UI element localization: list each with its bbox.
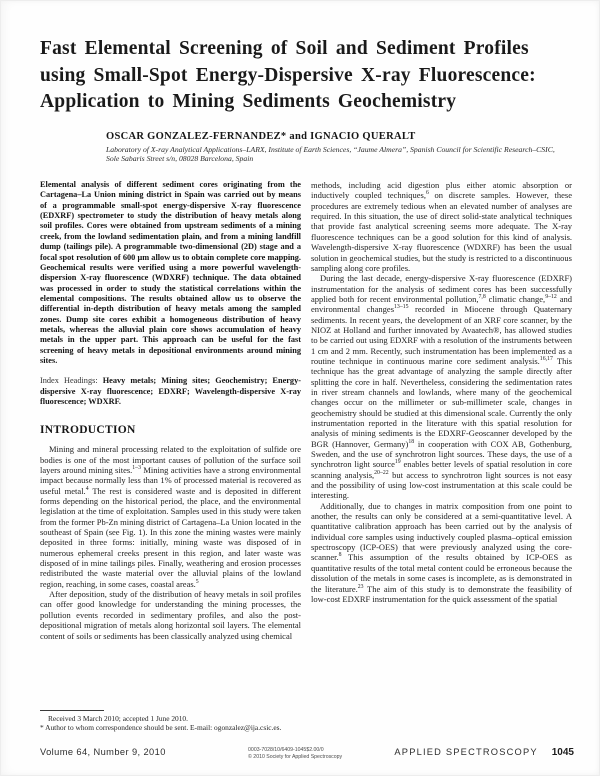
footnote-block: [40, 706, 301, 732]
footer-page-number: 1045: [551, 747, 574, 759]
footer-journal-name: APPLIED SPECTROSCOPY: [394, 747, 538, 758]
footer-journal-block: [394, 747, 574, 758]
article-title-line-1: Fast Elemental Screening of Soil and Sediment Profiles: [40, 38, 529, 59]
left-column: [40, 180, 301, 732]
intro-paragraph-2: After deposition, study of the distribution of heavy metals in soil profiles can offer good knowledge for understanding the mining processes, the pollution events recorded in sedimentary profiles, and also the post-depositional migration of metals along horizontal soil layers. The elemental content of soils or sediments has been classically analyzed using chemical: [40, 589, 301, 641]
affiliation-line-2: Sole Sabaris Street s/n, 08028 Barcelona, Spain: [106, 154, 254, 164]
article-title: [40, 36, 572, 116]
abstract-text: Elemental analysis of different sediment cores originating from the Cartagena–La Union mining district in Spain was carried out by means of a programmable small-spot energy-dispersive X-ray fluorescence (EDXRF) spectrometer to study the distribution of heavy metals along soil profiles. Cores were obtained from upstream sediments of a mining creek, from the lowland sedimentation plain, and from a mining landfill dump (tailings pile). A programmable two-dimensional (2D) stage and a focal spot resolution of 600 μm allow us to obtain complete core mapping. Geochemical results were verified using a more powerful wavelength-dispersion X-ray fluorescence (WDXRF) technique. The data obtained was processed in order to study the statistical correlations within the elemental compositions. The results obtained allow us to observe the differential in-depth distribution of heavy metals among the sampled zones. Dump site cores exhibit a homogeneous distribution of heavy metals, whereas the alluvial plain core shows accumulation of heavy metals in the upper part. This approach can be useful for the fast screening of heavy metals in depositional environments around mining sites.: [40, 180, 301, 365]
intro-paragraph-3: methods, including acid digestion plus either atomic absorption or inductively coupled techniques,$^6$ on discrete samples. However, these procedures are extremely tedious when an elevated number of analyses are required. In this situation, the use of direct solid-state analytical techniques that provide fast analytical screening seems more adequate. The X-ray fluorescence techniques can be a good solution for this kind of analysis. Wavelength-dispersive X-ray fluorescence (WDXRF) has been the usual solution in geochemical studies, but the study is restricted to a discontinuous sampling along core profiles.: [311, 180, 573, 273]
intro-paragraph-5: Additionally, due to changes in matrix composition from one point to another, the results can only be considered at a semi-quantitative level. A quantitative calibration approach has been carried out by the analysis of individual core samples using inductively coupled plasma–optical emission spectroscopy (ICP-OES) that were previously analyzed using the core-scanner.$^8$ This assumption of the results obtained by ICP-OES as quantitative results of the total metal content could be erroneous because the dissolution of the metals in some cases is incomplete, as is demonstrated in the literature.$^{23}$ The aim of this study is to demonstrate the feasibility of low-cost EDXRF instrumentation for the quick assessment of the spatial: [311, 500, 572, 604]
footnote-rule: [40, 710, 104, 711]
footnote-received: Received 3 March 2010; accepted 1 June 2010.: [48, 713, 188, 723]
index-headings: [40, 376, 301, 407]
footer-volume-line: Volume 64, Number 9, 2010: [40, 747, 166, 758]
footnote-correspondence: * Author to whom correspondence should be sent. E-mail: ogonzalez@ija.csic.es.: [40, 722, 282, 732]
section-heading-introduction: INTRODUCTION: [40, 424, 136, 437]
affiliation: [106, 145, 572, 165]
affiliation-line-1: Laboratory of X-ray Analytical Applications–LARX, Institute of Earth Sciences, “Jaume Almera”, Spanish Council for Scientific Research–CSIC,: [106, 144, 555, 154]
article-title-line-2: using Small-Spot Energy-Dispersive X-ray Fluorescence:: [40, 64, 536, 86]
article-title-line-3: Application to Mining Sediments Geochemistry: [40, 91, 457, 112]
right-column: [311, 180, 572, 732]
two-column-body: [40, 180, 572, 732]
title-block: [40, 36, 572, 164]
index-headings-label: Index Headings:: [40, 376, 98, 386]
index-headings-terms: Heavy metals; Mining sites; Geochemistry; Energy-dispersive X-ray fluorescence; EDXRF; Wavelength-dispersive X-ray fluorescence; WDXRF.: [40, 376, 301, 406]
authors-line: OSCAR GONZALEZ-FERNANDEZ* and IGNACIO QUERALT: [106, 130, 416, 142]
intro-paragraph-1: Mining and mineral processing related to the exploitation of sulfide ore bodies is one of the most important causes of pollution of the surface soil layers around mining sites.$^{1-3}$ Mining activities have a strong environmental impact because normally less than 1% of processed material is recovered as useful metal.$^4$ The rest is considered waste and is deposited in different forms depending on the historical period, the place, and the environmental legislation at the time of exploitation. Samples used in this study were taken from the former Pb-Zn mining district of Cartagena–La Union located in the southeast of Spain (see Fig. 1). In this zone the mining wastes were mainly deposited in three forms: initially, mining waste was disposed of in numerous ephemeral creeks present in this region, and later waste was disposed of in mine tailings piles. Finally, weathering and erosion processes redistributed the waste material over the alluvial plains of the lowland region, reaching, in some cases, coastal areas.$^5$: [40, 444, 301, 589]
byline: [106, 131, 572, 165]
footer-issn-line: 0003-7028/10/6409-1045$2.00/0: [248, 747, 324, 754]
footer-copyright-block: [248, 747, 342, 760]
footer-copyright-line: © 2010 Society for Applied Spectroscopy: [248, 753, 343, 760]
intro-paragraph-4: During the last decade, energy-dispersive X-ray fluorescence (EDXRF) instrumentation for the analysis of sediment cores has been successfully applied both for recent environmental pollution,$^{7,8}$ climatic change,$^{9-12}$ and environmental changes$^{13-15}$ recorded in Miocene through Quaternary sediments. In recent years, the development of an XRF core scanner, by the NIOZ at Holland and further innovated by Avaatech®, has allowed studies to be carried out using EDXRF with a resolution of the instruments between 1 cm and 2 mm. Recently, such instrumentation has been implemented as a routine technique in continuous marine core sediment analysis.$^{16,17}$ This technique has the great advantage of analyzing the sample directly after splitting the core in half. Nevertheless, considering the sedimentation rates in river stream channels and lowlands, where many of the geochemical changes occur on the millimeter or sub-millimeter scale, changes in geochemistry should be studied at this dimensional scale. Currently the only instrumentation reported in the literature with this spatial resolution for analysis of mining sediments is the EDXRF-Geoscanner developed by the BGR (Hannover, Germany)$^{18}$ in cooperation with COX AB, Gothenburg, Sweden, and the use of synchrotron light sources. These days, the use of a synchrotron light source$^{19}$ enables better levels of spatial resolution in core scanning analysis,$^{20-22}$ but access to synchrotron light sources is not easy and the possibility of using low-cost instrumentation at this scale could be interesting.: [311, 273, 573, 501]
page-footer: [40, 747, 574, 760]
